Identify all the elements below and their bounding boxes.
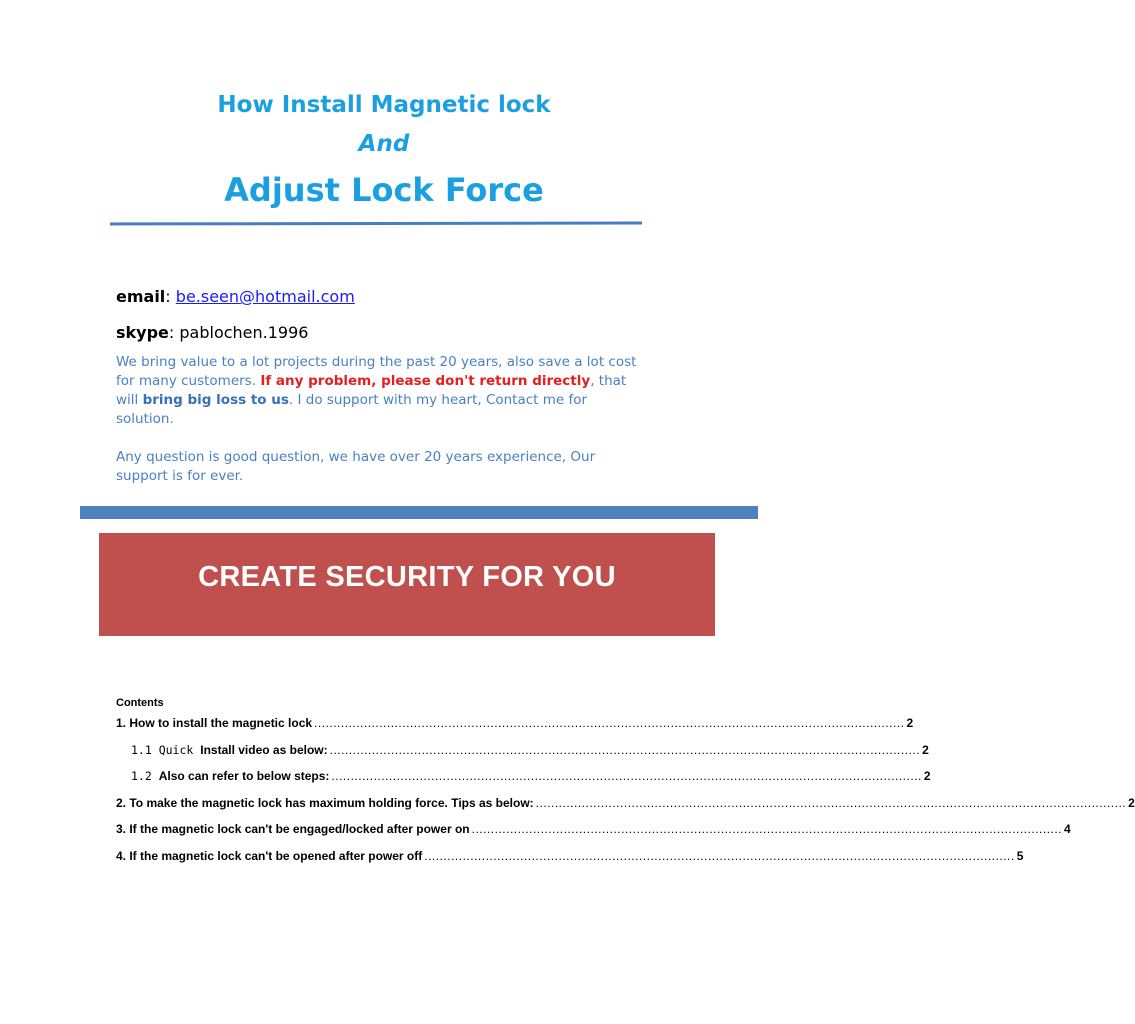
- intro-text-3: . I do support with my heart, Contact me for solution.: [116, 392, 588, 427]
- toc-leader-dots: ..........................................................................................................................................................: [329, 743, 921, 757]
- toc-entry-1[interactable]: [116, 716, 914, 730]
- toc-entry-number: 4.: [116, 849, 130, 863]
- intro-text-1: We bring value to a lot projects during the past 20 years, also save a lot cost for many customers.: [116, 354, 637, 389]
- toc-entry-page: 2: [1128, 796, 1135, 810]
- toc-entry-3[interactable]: [116, 822, 1071, 836]
- toc-entry-page: 4: [1064, 822, 1071, 836]
- toc-entry-text: If the magnetic lock can't be engaged/locked after power on: [129, 822, 470, 836]
- toc-entry-1-2[interactable]: [131, 769, 931, 783]
- toc-entry-number: 1.1 Quick: [131, 743, 201, 757]
- title-line-2: And: [358, 131, 410, 157]
- toc-entry-2[interactable]: [116, 796, 1135, 810]
- email-row: [116, 287, 355, 306]
- toc-entry-number: 1.2: [131, 769, 159, 783]
- banner-text: CREATE SECURITY FOR YOU: [198, 561, 616, 593]
- toc-entry-number: 3.: [116, 822, 130, 836]
- email-separator: :: [165, 287, 176, 306]
- toc-leader-dots: ..........................................................................................................................................................: [424, 849, 1015, 863]
- toc-entry-number: 2.: [116, 796, 130, 810]
- skype-label: skype: [116, 323, 169, 342]
- loss-text: bring big loss to us: [142, 392, 289, 408]
- toc-entry-text: To make the magnetic lock has maximum holding force. Tips as below:: [129, 796, 534, 810]
- toc-entry-text: Install video as below:: [200, 743, 328, 757]
- intro-text-2: , that will: [116, 373, 627, 408]
- toc-entry-4[interactable]: [116, 849, 1024, 863]
- blue-divider-band: [80, 506, 758, 519]
- skype-separator: :: [168, 323, 180, 342]
- toc-entry-number: 1.: [116, 716, 130, 730]
- intro-paragraph: [116, 353, 641, 429]
- security-banner: [99, 533, 715, 636]
- support-paragraph: Any question is good question, we have over 20 years experience, Our support is for ever.: [116, 449, 596, 484]
- toc-entry-text: How to install the magnetic lock: [129, 716, 313, 730]
- toc-leader-dots: ..........................................................................................................................................................: [314, 716, 905, 730]
- skype-row: [116, 323, 308, 342]
- toc-entry-page: 2: [923, 769, 931, 783]
- toc-leader-dots: ..........................................................................................................................................................: [535, 796, 1127, 810]
- toc-heading: Contents: [116, 697, 164, 709]
- toc-entry-text: Also can refer to below steps:: [158, 769, 330, 783]
- email-link[interactable]: be.seen@hotmail.com: [175, 287, 355, 306]
- title-line-1: How Install Magnetic lock: [217, 92, 551, 118]
- title-divider: [110, 222, 642, 226]
- toc-entry-page: 5: [1016, 849, 1024, 863]
- toc-entry-text: If the magnetic lock can't be opened after power off: [129, 849, 423, 863]
- toc-entry-1-1[interactable]: [131, 743, 929, 757]
- toc-entry-page: 2: [922, 743, 929, 757]
- title-line-3: Adjust Lock Force: [224, 171, 544, 209]
- skype-value: pablochen.1996: [179, 323, 309, 342]
- email-label: email: [116, 287, 166, 306]
- toc-entry-page: 2: [906, 716, 914, 730]
- toc-leader-dots: ..........................................................................................................................................................: [331, 769, 922, 783]
- warning-text: If any problem, please don't return directly: [260, 373, 591, 389]
- toc-leader-dots: ..........................................................................................................................................................: [471, 822, 1063, 836]
